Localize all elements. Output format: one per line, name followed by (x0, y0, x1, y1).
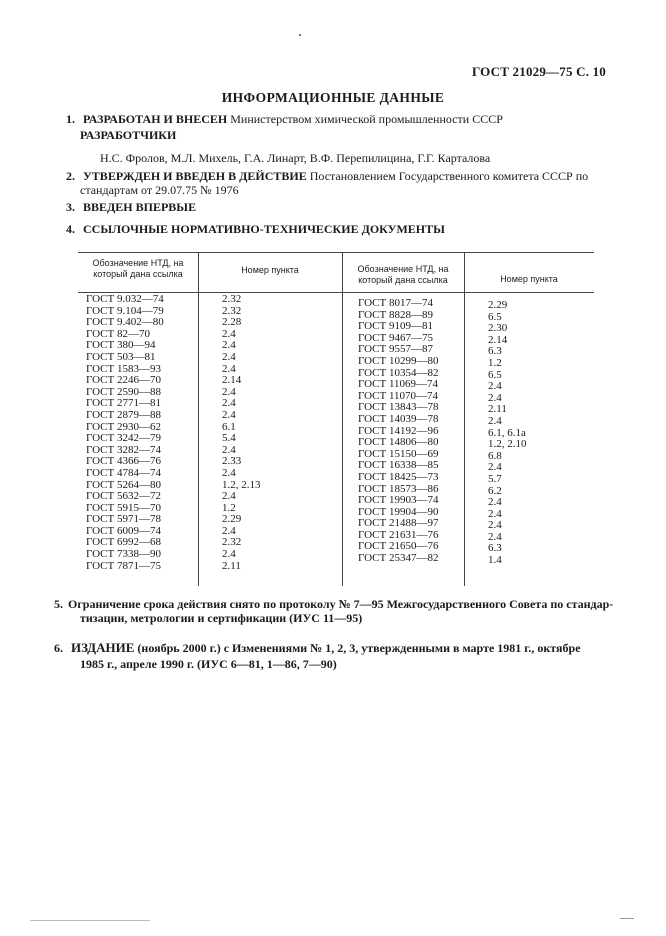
left-point-column (222, 294, 261, 572)
table-cell: ГОСТ 9.032—74 (86, 293, 164, 305)
item-number: 3. (66, 200, 75, 214)
developers-list: Н.С. Фролов, М.Л. Михель, Г.А. Линарт, В.Ф. Перепилицина, Г.Г. Карталова (100, 151, 491, 165)
col-header-point: Номер пункта (241, 265, 299, 275)
table-cell: 6.1, 6.1а (488, 426, 526, 439)
table-cell: 1.2, 2.13 (222, 478, 261, 491)
col-header-ntd-right: Обозначение НТД, на который дана ссылка (357, 264, 449, 285)
table-cell: 1.2 (222, 501, 236, 514)
table-cell: 2.11 (222, 559, 241, 572)
table-cell: ГОСТ 5632—72 (86, 490, 161, 503)
scan-edge (620, 918, 634, 919)
table-cell: 2.11 (488, 403, 507, 416)
table-cell: 2.4 (222, 443, 236, 456)
table-top-rule (78, 252, 594, 253)
table-cell: ГОСТ 4784—74 (86, 466, 161, 479)
table-cell: ГОСТ 8017—74 (358, 297, 433, 309)
table-cell: 2.4 (488, 461, 502, 474)
table-cell: 1.2, 2.10 (488, 438, 527, 451)
table-cell: 2.14 (488, 333, 508, 346)
right-point-column (488, 300, 527, 567)
table-cell: ГОСТ 3282—74 (86, 443, 161, 456)
table-cell: 6.5 (488, 310, 502, 323)
table-cell: ГОСТ 15150—69 (358, 447, 439, 460)
table-cell: ГОСТ 6009—74 (86, 524, 161, 537)
col-header-ntd: Обозначение НТД, на который дана ссылка (92, 258, 184, 279)
item-text: Ограничение срока действия снято по протоколу № 7—95 Межгосударственного Совета по стандар- (68, 597, 614, 611)
item-text: (ноябрь 2000 г.) с Изменениями № 1, 2, 3, утвержденными в марте 1981 г., октябре (134, 641, 581, 655)
item-number: 6. (54, 641, 63, 655)
table-cell: ГОСТ 9467—75 (358, 331, 433, 344)
table-cell: ГОСТ 2930—62 (86, 420, 161, 433)
table-cell: 1.4 (488, 554, 502, 567)
table-cell: 2.4 (222, 490, 236, 503)
item-2-continuation: стандартам от 29.07.75 № 1976 (80, 183, 239, 197)
table-cell: 6.5 (488, 368, 502, 381)
table-cell: ГОСТ 7338—90 (86, 548, 161, 561)
left-ntd-column (86, 294, 164, 572)
table-cell: 2.4 (222, 524, 236, 537)
developers-heading (80, 128, 176, 142)
table-cell: ГОСТ 503—81 (86, 350, 156, 363)
table-cell: ГОСТ 1583—93 (86, 362, 161, 375)
table-cell: ГОСТ 2771—81 (86, 397, 161, 410)
item-3 (66, 200, 196, 214)
table-cell: 2.4 (222, 397, 236, 410)
table-cell: ГОСТ 18573—86 (358, 482, 439, 495)
table-cell: ГОСТ 7871—75 (86, 559, 161, 572)
table-cell: 2.28 (222, 316, 242, 329)
table-cell: ГОСТ 5264—80 (86, 478, 161, 491)
table-cell: 2.4 (222, 385, 236, 398)
table-cell: 2.4 (488, 507, 502, 520)
table-cell: 2.29 (222, 513, 242, 526)
table-cell: 2.4 (222, 466, 236, 479)
table-cell: ГОСТ 9.104—79 (86, 304, 164, 317)
table-cell: ГОСТ 3242—79 (86, 432, 161, 445)
section-title: ИНФОРМАЦИОННЫЕ ДАННЫЕ (221, 90, 445, 105)
page-header: ГОСТ 21029—75 С. 10 (472, 64, 606, 79)
table-cell: 2.4 (222, 362, 236, 375)
table-cell: 2.4 (222, 350, 236, 363)
table-cell: 2.4 (222, 408, 236, 421)
table-cell: ГОСТ 21631—76 (358, 528, 439, 541)
item-1 (66, 112, 503, 126)
table-cell: ГОСТ 9.402—80 (86, 316, 164, 329)
table-cell: 2.4 (488, 530, 502, 543)
column-divider (198, 252, 199, 586)
table-cell: ГОСТ 4366—76 (86, 455, 161, 468)
table-cell: 2.4 (222, 327, 236, 340)
table-cell: 2.32 (222, 293, 242, 305)
table-cell: ГОСТ 16338—85 (358, 459, 439, 472)
table-cell: ГОСТ 13843—78 (358, 401, 439, 414)
table-cell: ГОСТ 5915—70 (86, 501, 161, 514)
table-cell: 6.3 (488, 542, 502, 555)
item-text: Постановлением Государственного комитета СССР по (306, 169, 589, 183)
item-4 (66, 222, 445, 236)
table-cell: ГОСТ 25347—82 (358, 552, 439, 565)
scan-speck (299, 34, 301, 36)
item-number: 4. (66, 222, 75, 236)
table-cell: ГОСТ 14039—78 (358, 412, 439, 425)
item-number: 1. (66, 112, 75, 126)
table-cell: ГОСТ 19904—90 (358, 505, 439, 518)
table-cell: ГОСТ 8828—89 (358, 308, 433, 321)
item-number: 5. (54, 597, 63, 611)
scan-edge (30, 920, 150, 921)
column-divider (464, 252, 465, 586)
table-cell: 2.4 (222, 548, 236, 561)
table-cell: 2.4 (222, 339, 236, 352)
table-cell: ГОСТ 82—70 (86, 327, 150, 340)
table-cell: 6.1 (222, 420, 236, 433)
table-cell: 6.2 (488, 484, 502, 497)
table-cell: 1.2 (488, 356, 502, 369)
item-heading: ВВЕДЕН ВПЕРВЫЕ (83, 200, 197, 214)
table-cell: 2.32 (222, 304, 242, 317)
table-cell: 2.4 (488, 391, 502, 404)
table-cell: ГОСТ 19903—74 (358, 494, 439, 507)
table-cell: 2.4 (488, 414, 502, 427)
item-number: 2. (66, 169, 75, 183)
table-cell: 5.7 (488, 472, 502, 485)
item-6 (54, 641, 581, 655)
table-cell: 5.4 (222, 432, 236, 445)
table-cell: ГОСТ 14192—96 (358, 424, 439, 437)
table-cell: ГОСТ 2246—70 (86, 374, 161, 387)
reference-table (78, 252, 594, 586)
table-cell: ГОСТ 21650—76 (358, 540, 439, 553)
item-5 (54, 597, 613, 611)
table-cell: 2.4 (488, 519, 502, 532)
item-5-continuation: тизации, метрологии и сертификации (ИУС 11—95) (80, 611, 363, 625)
developers-label: РАЗРАБОТЧИКИ (80, 128, 177, 142)
column-divider (342, 252, 343, 586)
item-heading: УТВЕРЖДЕН И ВВЕДЕН В ДЕЙСТВИЕ (83, 169, 307, 183)
table-cell: ГОСТ 18425—73 (358, 470, 439, 483)
table-cell: 2.14 (222, 374, 242, 387)
item-heading: ССЫЛОЧНЫЕ НОРМАТИВНО-ТЕХНИЧЕСКИЕ ДОКУМЕНТЫ (83, 222, 445, 236)
table-cell: ГОСТ 11069—74 (358, 378, 439, 391)
table-cell: 2.32 (222, 536, 242, 549)
right-ntd-column (358, 298, 438, 565)
table-cell: ГОСТ 21488—97 (358, 517, 439, 530)
table-cell: ГОСТ 10354—82 (358, 366, 439, 379)
table-cell: 2.30 (488, 322, 508, 335)
table-cell: ГОСТ 2879—88 (86, 408, 161, 421)
table-cell: ГОСТ 14806—80 (358, 436, 439, 449)
col-header-point-right: Номер пункта (500, 274, 558, 284)
item-heading: РАЗРАБОТАН И ВНЕСЕН (83, 112, 228, 126)
table-cell: ГОСТ 9557—87 (358, 343, 433, 356)
table-cell: 6.3 (488, 345, 502, 358)
table-cell: 2.4 (488, 380, 502, 393)
table-cell: ГОСТ 6992—68 (86, 536, 161, 549)
table-cell: ГОСТ 5971—78 (86, 513, 161, 526)
table-cell: ГОСТ 10299—80 (358, 354, 439, 367)
item-heading: ИЗДАНИЕ (71, 640, 135, 655)
table-cell: ГОСТ 380—94 (86, 339, 156, 352)
table-cell: ГОСТ 2590—88 (86, 385, 161, 398)
table-cell: ГОСТ 9109—81 (358, 320, 433, 333)
table-cell: ГОСТ 11070—74 (358, 389, 439, 402)
item-text: Министерством химической промышленности СССР (227, 112, 503, 126)
table-cell: 2.33 (222, 455, 242, 468)
table-cell: 2.4 (488, 496, 502, 509)
item-6-continuation: 1985 г., апреле 1990 г. (ИУС 6—81, 1—86, 7—90) (80, 657, 337, 671)
table-cell: 2.29 (488, 299, 508, 311)
table-cell: 6.8 (488, 449, 502, 462)
item-2 (66, 169, 588, 183)
